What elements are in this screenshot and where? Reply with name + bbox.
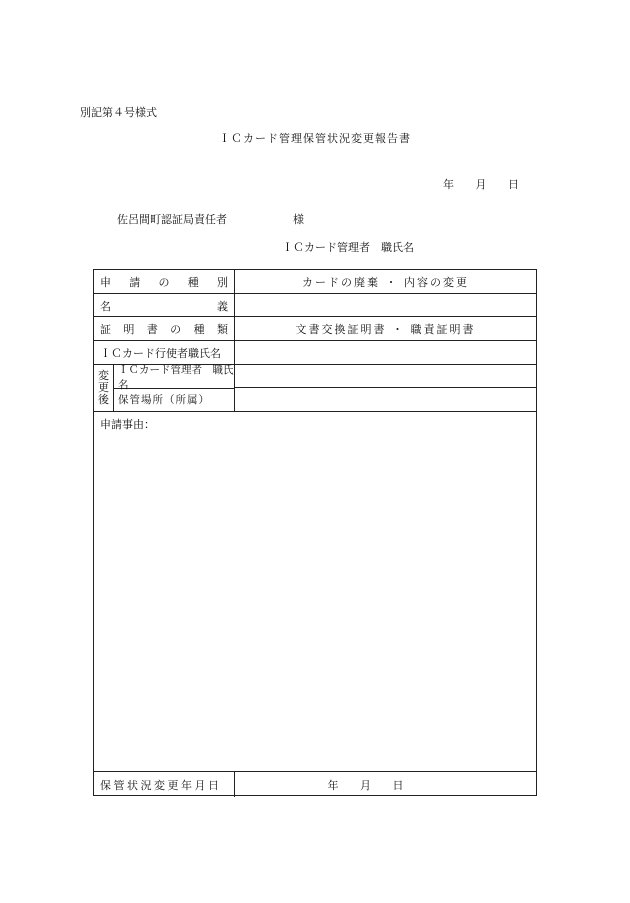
label-char: 変 [98, 369, 109, 382]
after-change-label [94, 365, 114, 411]
label-char: 種 [193, 323, 205, 336]
value-storage-location[interactable] [235, 387, 536, 411]
label-char: 書 [146, 323, 158, 336]
form-number: 別記第４号様式 [80, 106, 157, 119]
value-holder-name[interactable] [235, 294, 536, 317]
label-char: 類 [216, 323, 228, 336]
label-holder-name [94, 294, 235, 317]
label-char: 証 [100, 323, 111, 336]
form-table [93, 269, 537, 796]
label-certificate-type [94, 317, 235, 341]
row-holder-name [94, 293, 536, 317]
label-char: の [170, 323, 182, 336]
label-change-date [94, 772, 235, 797]
value-certificate-type[interactable] [235, 317, 536, 341]
addressee: 佐呂間町認証局責任者 [117, 213, 227, 226]
label-char: 請 [129, 275, 141, 289]
label-new-manager [114, 365, 234, 389]
change-date-text: 年 月 日 [327, 778, 404, 792]
row-change-date [94, 771, 536, 797]
new-manager-label: ＩＣカード管理者 職氏名 [118, 363, 234, 391]
value-application-type[interactable] [235, 270, 536, 293]
manager-name-line: ＩＣカード管理者 職氏名 [282, 241, 414, 254]
label-char: 明 [123, 323, 135, 336]
label-char: 更 [98, 381, 109, 394]
label-char: 義 [217, 299, 228, 313]
change-date-label: 保管状況変更年月日 [100, 778, 222, 792]
value-new-manager[interactable] [235, 364, 536, 388]
certificate-type-options: 文書交換証明書 ・ 職責証明書 [295, 323, 476, 336]
label-char: 種 [187, 275, 199, 289]
label-storage-location [114, 388, 234, 411]
label-char: 別 [217, 275, 228, 289]
row-certificate-type [94, 316, 536, 341]
label-char: 申 [100, 275, 111, 289]
value-card-user[interactable] [235, 341, 536, 365]
label-char: 後 [98, 393, 109, 406]
value-change-date[interactable] [235, 772, 536, 797]
storage-location-label: 保管場所（所属） [118, 394, 210, 406]
label-char: 名 [100, 299, 111, 313]
report-date: 年 月 日 [443, 178, 519, 191]
after-change-block [94, 364, 235, 411]
document-title: ＩＣカード管理保管状況変更報告書 [219, 132, 411, 145]
honorific: 様 [293, 213, 304, 226]
row-application-type [94, 270, 536, 293]
reason-area[interactable] [94, 411, 536, 772]
card-user-label: ＩＣカード行使者職氏名 [100, 347, 221, 360]
application-type-options: カードの廃棄 ・ 内容の変更 [302, 275, 469, 289]
label-application-type [94, 270, 235, 293]
label-char: の [158, 275, 170, 289]
reason-label: 申請事由： [100, 418, 155, 431]
